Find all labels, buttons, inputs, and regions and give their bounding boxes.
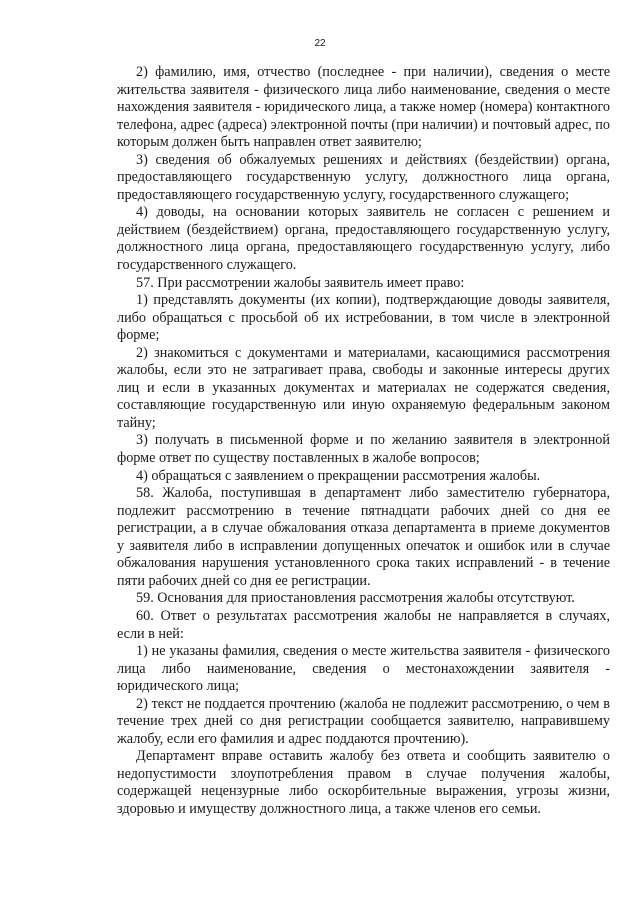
paragraph-58: 58. Жалоба, поступившая в департамент либо заместителю губернатора, подлежит рассмотрению в течение пятнадцати рабочих дней со дня ее регистрации, а в случае обжалования отказа департамента в приеме документов у заявителя либо в исправлении допущенных опечаток и ошибок или в случае обжалования нарушения установленного срока таких исправлений - в течение пяти рабочих дней со дня ее регистрации.: [117, 485, 610, 589]
paragraph-3-appealed-decisions: 3) сведения об обжалуемых решениях и действиях (бездействии) органа, предоставляющего государственную услугу, должностного лица органа, предоставляющего государственную услугу, государственного служащего;: [117, 151, 610, 203]
paragraph-60-item-1: 1) не указаны фамилия, сведения о месте жительства заявителя - физического лица либо наименование, сведения о местонахождении заявителя - юридического лица;: [117, 643, 610, 695]
paragraph-department-right: Департамент вправе оставить жалобу без ответа и сообщить заявителю о недопустимости злоупотребления правом в случае получения жалобы, содержащей нецензурные либо оскорбительные выражения, угрозы жизни, здоровью и имуществу должностного лица, а также членов его семьи.: [117, 748, 610, 817]
paragraph-2-applicant-details: 2) фамилию, имя, отчество (последнее - при наличии), сведения о месте жительства заявителя - физического лица либо наименование, сведения о месте нахождения заявителя - юридического лица, а также номер (номера) контактного телефона, адрес (адреса) электронной почты (при наличии) и почтовый адрес, по которым должен быть направлен ответ заявителю;: [117, 64, 610, 151]
paragraph-57-item-3: 3) получать в письменной форме и по желанию заявителя в электронной форме ответ по существу поставленных в жалобе вопросов;: [117, 432, 610, 467]
paragraph-57-item-2: 2) знакомиться с документами и материалами, касающимися рассмотрения жалобы, если это не затрагивает права, свободы и законные интересы других лиц и если в указанных документах и материалах не содержатся сведения, составляющие государственную или иную охраняемую федеральным законом тайну;: [117, 344, 610, 431]
paragraph-57-item-4: 4) обращаться с заявлением о прекращении рассмотрения жалобы.: [136, 467, 541, 484]
paragraph-57-item-1: 1) представлять документы (их копии), подтверждающие доводы заявителя, либо обращаться с просьбой об их истребовании, в том числе в электронной форме;: [117, 292, 610, 344]
paragraph-57-heading: 57. При рассмотрении жалобы заявитель имеет право:: [136, 274, 465, 291]
page-number: 22: [314, 38, 326, 49]
paragraph-4-arguments: 4) доводы, на основании которых заявитель не согласен с решением и действием (бездействием) органа, предоставляющего государственную услугу, должностного лица органа, предоставляющего государственную услугу, либо государственного служащего.: [117, 204, 610, 274]
paragraph-60-item-2: 2) текст не поддается прочтению (жалоба не подлежит рассмотрению, о чем в течение трех дней со дня регистрации сообщается заявителю, направившему жалобу, если его фамилия и адрес поддаются прочтению).: [117, 695, 610, 747]
body-text: [117, 64, 610, 819]
paragraph-60-heading: 60. Ответ о результатах рассмотрения жалобы не направляется в случаях, если в ней:: [117, 607, 610, 642]
paragraph-59: 59. Основания для приостановления рассмотрения жалобы отсутствуют.: [136, 590, 575, 607]
